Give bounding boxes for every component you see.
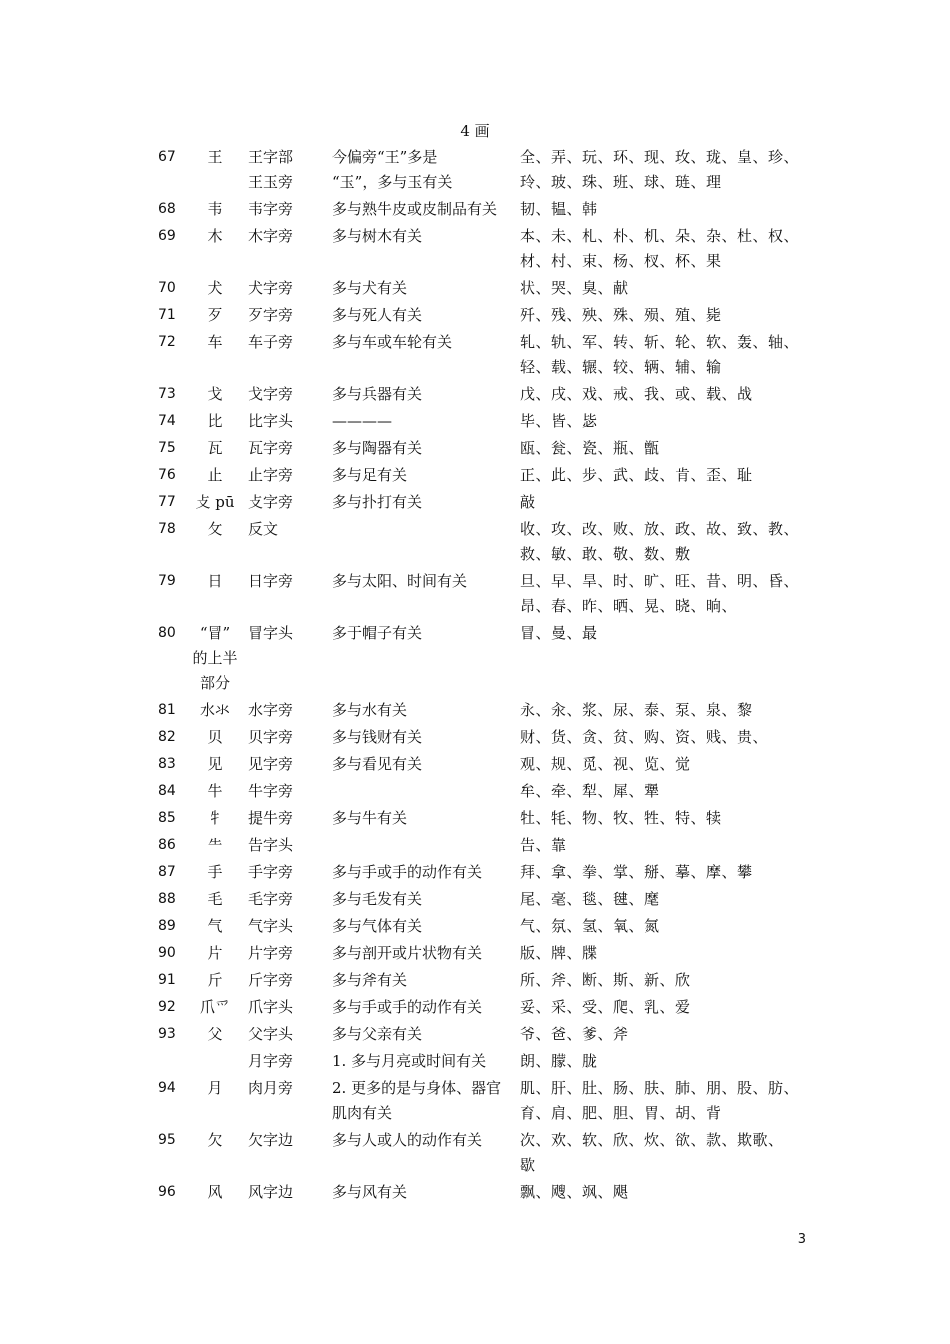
radical: 瓦: [207, 439, 223, 457]
radical: 父: [207, 1025, 223, 1043]
radical-name-line: 车子旁: [248, 333, 294, 351]
meaning-line: 多与足有关: [332, 466, 408, 484]
row-number: 72: [158, 334, 176, 350]
radical-name-line: 手字旁: [248, 863, 294, 881]
example-characters: [520, 778, 816, 805]
table-row: [150, 275, 816, 302]
meaning-line: 多与父亲有关: [332, 1025, 423, 1043]
radical-name-line: 父字头: [248, 1025, 294, 1043]
example-characters-line: 飘、飕、飒、飓: [520, 1183, 629, 1201]
table-row: [150, 859, 816, 886]
radical-name: [248, 223, 332, 275]
meaning: [332, 302, 520, 329]
section-title: 4 画: [460, 122, 490, 140]
table-row: [150, 1075, 816, 1127]
radical-name: [248, 1127, 332, 1179]
example-characters-line: 瓯、瓮、瓷、瓶、甑: [520, 439, 660, 457]
example-characters-line: 朗、朦、胧: [520, 1052, 598, 1070]
radical-name-line: 攴字旁: [248, 493, 294, 511]
example-characters: [520, 381, 816, 408]
example-characters-line: 正、此、步、武、歧、肯、歪、耻: [520, 466, 753, 484]
row-number: 93: [158, 1026, 176, 1042]
example-characters-line: 所、斧、断、斯、新、欣: [520, 971, 691, 989]
example-characters: [520, 1127, 816, 1179]
row-number: 80: [158, 625, 176, 641]
table-row: [150, 940, 816, 967]
meaning-line: 多与钱财有关: [332, 728, 423, 746]
example-characters-line: 牟、牵、犁、犀、犟: [520, 782, 660, 800]
meaning: [332, 516, 520, 568]
table-row: [150, 778, 816, 805]
radical-table: [150, 144, 816, 1206]
table-row: [150, 435, 816, 462]
table-row: [150, 994, 816, 1021]
radical-name-line: 肉月旁: [248, 1079, 294, 1097]
row-number: 88: [158, 891, 176, 907]
meaning: [332, 144, 520, 196]
meaning: [332, 832, 520, 859]
meaning: [332, 223, 520, 275]
radical: 毛: [207, 890, 223, 908]
example-characters-line: 歇: [520, 1156, 536, 1174]
example-characters-line: 歼、残、殃、殊、殒、殖、毙: [520, 306, 722, 324]
radical: 歹: [207, 306, 223, 324]
table-row: [150, 381, 816, 408]
radical-name: [248, 940, 332, 967]
example-characters-line: 肌、肝、肚、肠、肤、肺、朋、股、肪、: [520, 1079, 800, 1097]
radical-name: [248, 1075, 332, 1127]
radical: [182, 620, 248, 697]
table-row: [150, 1048, 816, 1075]
radical-name-line: 水字旁: [248, 701, 294, 719]
example-characters-line: 状、哭、臭、献: [520, 279, 629, 297]
example-characters-line: 气、氛、氢、氧、氮: [520, 917, 660, 935]
example-characters: [520, 1021, 816, 1048]
radical-name-line: 风字边: [248, 1183, 294, 1201]
meaning-line: 多与车或车轮有关: [332, 333, 453, 351]
row-number: 87: [158, 864, 176, 880]
row-number: 95: [158, 1132, 176, 1148]
table-row: [150, 805, 816, 832]
radical: 爪爫: [199, 998, 230, 1016]
radical-name: [248, 381, 332, 408]
radical: 气: [207, 917, 223, 935]
example-characters-line: 牡、牦、物、牧、牲、特、犊: [520, 809, 722, 827]
example-characters-line: 韧、韫、韩: [520, 200, 598, 218]
meaning: [332, 967, 520, 994]
meaning-line: 多与水有关: [332, 701, 408, 719]
radical-name-line: 王玉旁: [248, 173, 294, 191]
example-characters-line: 昂、春、昨、晒、晃、晓、晌、: [520, 597, 738, 615]
row-number: 89: [158, 918, 176, 934]
row-number: 79: [158, 573, 176, 589]
radical-name: [248, 1179, 332, 1206]
radical-name: [248, 778, 332, 805]
table-row: [150, 620, 816, 697]
example-characters: [520, 196, 816, 223]
meaning: [332, 1075, 520, 1127]
table-row: [150, 489, 816, 516]
radical-name: [248, 724, 332, 751]
radical-name-line: 告字头: [248, 836, 294, 854]
example-characters-line: 版、牌、牒: [520, 944, 598, 962]
example-characters: [520, 1048, 816, 1075]
table-row: [150, 751, 816, 778]
example-characters: [520, 886, 816, 913]
example-characters: [520, 223, 816, 275]
radical: 贝: [207, 728, 223, 746]
meaning-line: 多与熟牛皮或皮制品有关: [332, 200, 498, 218]
radical-name: [248, 913, 332, 940]
table-row: [150, 913, 816, 940]
meaning-line: 1. 多与月亮或时间有关: [332, 1052, 487, 1070]
radical: 见: [207, 755, 223, 773]
radical-name: [248, 832, 332, 859]
row-number: 96: [158, 1184, 176, 1200]
example-characters-line: 玲、玻、珠、班、球、琏、理: [520, 173, 722, 191]
meaning-line: 多与犬有关: [332, 279, 408, 297]
meaning: [332, 568, 520, 620]
radical-name: [248, 1021, 332, 1048]
example-characters: [520, 408, 816, 435]
example-characters: [520, 144, 816, 196]
radical-name: [248, 408, 332, 435]
radical-name-line: 欠字边: [248, 1131, 294, 1149]
radical-line: 部分: [199, 674, 230, 692]
radical: 斤: [207, 971, 223, 989]
meaning: [332, 1048, 520, 1075]
meaning-line: “玉”，多与玉有关: [332, 173, 453, 191]
row-number: 86: [158, 837, 176, 853]
meaning-line: 多与手或手的动作有关: [332, 863, 483, 881]
table-row: [150, 886, 816, 913]
example-characters: [520, 697, 816, 724]
radical-name: [248, 859, 332, 886]
meaning-line: 多与牛有关: [332, 809, 408, 827]
example-characters-line: 敲: [520, 493, 536, 511]
row-number: 74: [158, 413, 176, 429]
example-characters-line: 全、弄、玩、环、现、玫、珑、皇、珍、: [520, 148, 800, 166]
table-row: [150, 223, 816, 275]
radical-name: [248, 435, 332, 462]
example-characters: [520, 329, 816, 381]
radical-name-line: 贝字旁: [248, 728, 294, 746]
example-characters-line: 毕、皆、毖: [520, 412, 598, 430]
row-number: 81: [158, 702, 176, 718]
table-row: [150, 144, 816, 196]
example-characters: [520, 724, 816, 751]
example-characters: [520, 805, 816, 832]
table-row: [150, 697, 816, 724]
radical-name: [248, 994, 332, 1021]
example-characters-line: 财、货、贪、贫、购、资、贱、贵、: [520, 728, 769, 746]
radical: [182, 1048, 248, 1075]
row-number: 71: [158, 307, 176, 323]
meaning: [332, 724, 520, 751]
radical: 手: [207, 863, 223, 881]
table-row: [150, 832, 816, 859]
radical-name: [248, 886, 332, 913]
example-characters-line: 育、肩、肥、胆、胃、胡、背: [520, 1104, 722, 1122]
example-characters-line: 永、汆、浆、尿、泰、泵、泉、黎: [520, 701, 753, 719]
radical: 木: [207, 227, 223, 245]
meaning: [332, 940, 520, 967]
row-number: 68: [158, 201, 176, 217]
example-characters: [520, 568, 816, 620]
radical-name-line: 爪字头: [248, 998, 294, 1016]
radical-name-line: 见字旁: [248, 755, 294, 773]
radical-name: [248, 697, 332, 724]
meaning-line: 2. 更多的是与身体、器官: [332, 1079, 502, 1097]
meaning-line: 多与气体有关: [332, 917, 423, 935]
radical-name: [248, 516, 332, 568]
table-row: [150, 462, 816, 489]
radical-name-line: 韦字旁: [248, 200, 294, 218]
radical-name-line: 月字旁: [248, 1052, 294, 1070]
meaning-line: 多与扑打有关: [332, 493, 423, 511]
radical-name: [248, 1048, 332, 1075]
radical: 牛: [207, 782, 223, 800]
meaning: [332, 329, 520, 381]
row-number: 90: [158, 945, 176, 961]
radical-name-line: 牛字旁: [248, 782, 294, 800]
meaning-line: 多与兵器有关: [332, 385, 423, 403]
radical: 车: [207, 333, 223, 351]
meaning: [332, 620, 520, 697]
example-characters-line: 次、欢、软、欣、炊、欲、款、欺歌、: [520, 1131, 784, 1149]
row-number: 78: [158, 521, 176, 537]
table-row: [150, 1179, 816, 1206]
meaning-line: 多与毛发有关: [332, 890, 423, 908]
radical-name-line: 日字旁: [248, 572, 294, 590]
radical-name: [248, 302, 332, 329]
table-row: [150, 302, 816, 329]
row-number: 92: [158, 999, 176, 1015]
example-characters: [520, 751, 816, 778]
radical: 水氺: [199, 701, 230, 719]
meaning-line: 今偏旁“王”多是: [332, 148, 438, 166]
radical-name-line: 木字旁: [248, 227, 294, 245]
radical-table-body: [150, 144, 816, 1206]
table-row: [150, 967, 816, 994]
radical-name: [248, 489, 332, 516]
example-characters-line: 冒、曼、最: [520, 624, 598, 642]
radical-name-line: 提牛旁: [248, 809, 294, 827]
example-characters-line: 材、村、束、杨、杈、杯、果: [520, 252, 722, 270]
example-characters-line: 轻、载、辗、较、辆、辅、输: [520, 358, 722, 376]
meaning: [332, 886, 520, 913]
meaning: [332, 381, 520, 408]
meaning-line: 多与看见有关: [332, 755, 423, 773]
radical-name-line: 反文: [248, 520, 279, 538]
radical-name-line: 王字部: [248, 148, 294, 166]
example-characters: [520, 275, 816, 302]
radical-name: [248, 196, 332, 223]
example-characters-line: 收、攻、改、败、放、政、故、致、教、: [520, 520, 800, 538]
example-characters: [520, 1075, 816, 1127]
radical: 戈: [207, 385, 223, 403]
row-number: 73: [158, 386, 176, 402]
meaning-line: 多与人或人的动作有关: [332, 1131, 483, 1149]
radical-name: [248, 805, 332, 832]
table-row: [150, 1127, 816, 1179]
meaning: [332, 805, 520, 832]
radical: 片: [207, 944, 223, 962]
table-row: [150, 724, 816, 751]
row-number: 84: [158, 783, 176, 799]
example-characters: [520, 302, 816, 329]
radical: 比: [207, 412, 223, 430]
meaning-line: 多与风有关: [332, 1183, 408, 1201]
meaning-line: 多与树木有关: [332, 227, 423, 245]
row-number: 94: [158, 1080, 176, 1096]
radical: 攵: [207, 520, 223, 538]
radical: 王: [207, 148, 223, 166]
example-characters: [520, 940, 816, 967]
example-characters: [520, 832, 816, 859]
radical-name: [248, 967, 332, 994]
example-characters-line: 救、敏、敢、敬、数、敷: [520, 545, 691, 563]
meaning: [332, 408, 520, 435]
row-number: 76: [158, 467, 176, 483]
example-characters-line: 本、未、札、朴、机、朵、杂、杜、权、: [520, 227, 800, 245]
meaning: [332, 462, 520, 489]
meaning: [332, 1021, 520, 1048]
radical-name-line: 片字旁: [248, 944, 294, 962]
radical: 牜: [207, 809, 223, 827]
example-characters: [520, 913, 816, 940]
radical: 欠: [207, 1131, 223, 1149]
radical-name-line: 歹字旁: [248, 306, 294, 324]
meaning-line: 多与太阳、时间有关: [332, 572, 468, 590]
example-characters-line: 妥、采、受、爬、乳、爱: [520, 998, 691, 1016]
radical: 月: [207, 1079, 223, 1097]
example-characters: [520, 1179, 816, 1206]
meaning-line: 多与手或手的动作有关: [332, 998, 483, 1016]
meaning: [332, 275, 520, 302]
radical: 攴 pū: [195, 493, 235, 511]
radical-name: [248, 275, 332, 302]
example-characters: [520, 859, 816, 886]
radical-name-line: 比字头: [248, 412, 294, 430]
meaning: [332, 778, 520, 805]
meaning: [332, 697, 520, 724]
row-number: [150, 1048, 182, 1075]
radical-name-line: 毛字旁: [248, 890, 294, 908]
meaning: [332, 1127, 520, 1179]
radical-name-line: 斤字旁: [248, 971, 294, 989]
radical-name: [248, 751, 332, 778]
meaning: [332, 751, 520, 778]
table-row: [150, 329, 816, 381]
radical-name-line: 冒字头: [248, 624, 294, 642]
radical-name: [248, 462, 332, 489]
example-characters-line: 爷、爸、爹、斧: [520, 1025, 629, 1043]
row-number: 77: [158, 494, 176, 510]
meaning: [332, 994, 520, 1021]
example-characters: [520, 994, 816, 1021]
radical-name-line: 犬字旁: [248, 279, 294, 297]
row-number: 91: [158, 972, 176, 988]
meaning-line: 多与死人有关: [332, 306, 423, 324]
row-number: 69: [158, 228, 176, 244]
radical-name-line: 戈字旁: [248, 385, 294, 403]
example-characters-line: 轧、轨、军、转、斩、轮、软、轰、轴、: [520, 333, 800, 351]
radical-name: [248, 144, 332, 196]
meaning-line: 多与陶器有关: [332, 439, 423, 457]
meaning: [332, 1179, 520, 1206]
example-characters: [520, 516, 816, 568]
row-number: 85: [158, 810, 176, 826]
row-number: 83: [158, 756, 176, 772]
row-number: 70: [158, 280, 176, 296]
example-characters-line: 尾、毫、毯、毽、麾: [520, 890, 660, 908]
radical-name-line: 瓦字旁: [248, 439, 294, 457]
meaning: [332, 489, 520, 516]
radical-name: [248, 329, 332, 381]
radical: 韦: [207, 200, 223, 218]
meaning-line: 多与斧有关: [332, 971, 408, 989]
table-row: [150, 408, 816, 435]
radical-name: [248, 568, 332, 620]
meaning: [332, 435, 520, 462]
example-characters-line: 旦、早、旱、时、旷、旺、昔、明、昏、: [520, 572, 800, 590]
meaning-line: ————: [332, 412, 392, 430]
table-row: [150, 568, 816, 620]
example-characters-line: 告、靠: [520, 836, 567, 854]
radical-name: [248, 620, 332, 697]
row-number: 67: [158, 149, 176, 165]
meaning: [332, 859, 520, 886]
example-characters: [520, 620, 816, 697]
radical-line: 的上半: [192, 649, 238, 667]
example-characters-line: 拜、拿、拳、掌、掰、摹、摩、攀: [520, 863, 753, 881]
page-number: 3: [797, 1232, 806, 1247]
table-row: [150, 196, 816, 223]
row-number: 75: [158, 440, 176, 456]
example-characters: [520, 967, 816, 994]
radical: 日: [207, 572, 223, 590]
radical-line: “冒”: [199, 624, 231, 642]
radical-name-line: 止字旁: [248, 466, 294, 484]
example-characters: [520, 489, 816, 516]
radical: 犬: [207, 279, 223, 297]
row-number: 82: [158, 729, 176, 745]
meaning: [332, 196, 520, 223]
table-row: [150, 516, 816, 568]
radical: 止: [207, 466, 223, 484]
radical: ⺧: [207, 836, 223, 854]
example-characters: [520, 435, 816, 462]
meaning-line: 多于帽子有关: [332, 624, 423, 642]
meaning-line: 肌肉有关: [332, 1104, 393, 1122]
meaning-line: 多与剖开或片状物有关: [332, 944, 483, 962]
radical: 风: [207, 1183, 223, 1201]
example-characters-line: 观、规、觅、视、览、觉: [520, 755, 691, 773]
example-characters-line: 戊、戌、戏、戒、我、或、载、战: [520, 385, 753, 403]
radical-name-line: 气字头: [248, 917, 294, 935]
meaning: [332, 913, 520, 940]
table-row: [150, 1021, 816, 1048]
example-characters: [520, 462, 816, 489]
